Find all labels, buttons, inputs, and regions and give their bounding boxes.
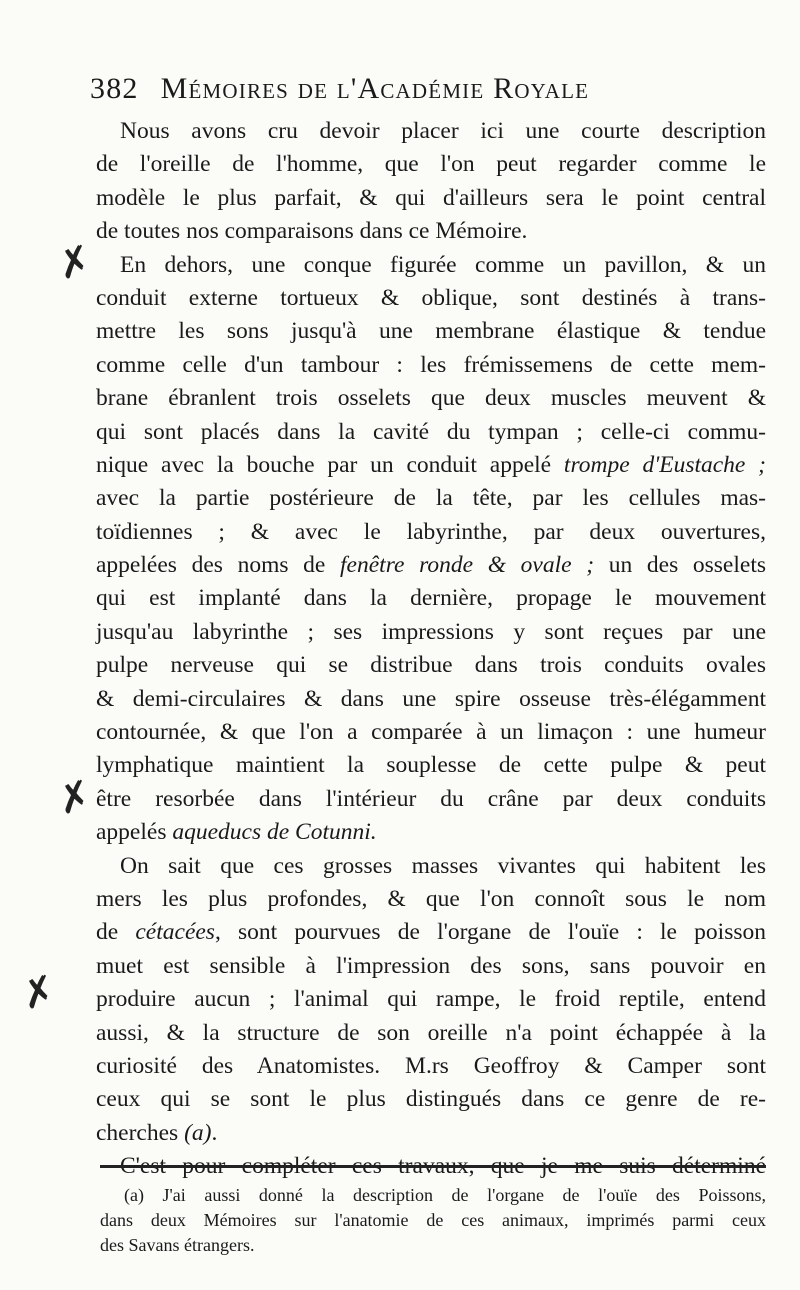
footnote-line	[100, 1183, 766, 1208]
footnote-rule	[100, 1165, 766, 1168]
footnote-line-text: des Savans étrangers.	[100, 1235, 255, 1255]
margin-cross-mark: ✗	[52, 236, 97, 290]
footnote-line-text: dans deux Mémoires sur l'anatomie de ces animaux, imprimés parmi ceux	[100, 1210, 766, 1230]
body-line	[96, 382, 766, 415]
body-line-text: produire aucun ; l'animal qui rampe, le froid reptile, entend	[96, 986, 766, 1013]
body-line	[96, 850, 766, 883]
body-line	[96, 115, 766, 148]
body-line	[96, 916, 766, 949]
running-header	[90, 72, 690, 106]
body-line-text: & demi-circulaires & dans une spire osseuse très-élégamment	[96, 685, 766, 712]
body-line	[96, 716, 766, 749]
body-line-text: qui est implanté dans la dernière, propage le mouvement	[96, 585, 766, 612]
body-line-italic: (a)	[184, 1119, 212, 1146]
body-line-text: mers les plus profondes, & que l'on connoît sous le nom	[96, 885, 766, 912]
body-line-text: appelés	[96, 819, 173, 846]
body-line	[96, 482, 766, 515]
body-line-text: de l'oreille de l'homme, que l'on peut regarder comme le	[96, 151, 766, 178]
body-line-italic: cétacées	[135, 919, 215, 946]
body-line-text: , sont pourvues de l'organe de l'ouïe : le poisson	[214, 919, 766, 946]
body-line	[96, 416, 766, 449]
header-title: Mémoires de l'Académie Royale	[160, 72, 590, 105]
body-line	[96, 215, 766, 248]
body-line	[96, 249, 766, 282]
body-line	[96, 883, 766, 916]
body-line-text: En dehors, une conque figurée comme un pavillon, & un	[120, 251, 766, 278]
body-line-text: On sait que ces grosses masses vivantes qui habitent les	[120, 852, 766, 879]
body-text	[96, 115, 766, 1184]
body-line	[96, 282, 766, 315]
body-line	[96, 449, 766, 482]
body-line-text: muet est sensible à l'impression des sons, sans pouvoir en	[96, 952, 766, 979]
body-line	[96, 983, 766, 1016]
body-line	[96, 1083, 766, 1116]
footnote-line	[100, 1233, 766, 1258]
body-line	[96, 749, 766, 782]
body-line-text: toïdiennes ; & avec le labyrinthe, par deux ouvertures,	[96, 518, 766, 545]
body-line-text: de toutes nos comparaisons dans ce Mémoire.	[96, 218, 528, 245]
body-line	[96, 683, 766, 716]
body-line-text: lymphatique maintient la souplesse de cette pulpe & peut	[96, 752, 766, 779]
footnote-line	[100, 1208, 766, 1233]
body-line-text: cherches	[96, 1119, 185, 1146]
body-line-italic: aqueducs de Cotunni.	[172, 819, 377, 846]
footnote-line-text: (a) J'ai aussi donné la description de l'organe de l'ouïe des Poissons,	[124, 1185, 766, 1205]
body-line	[96, 1117, 766, 1150]
body-line	[96, 950, 766, 983]
body-line	[96, 349, 766, 382]
body-line-text: C'est pour compléter ces travaux, que je me suis déterminé	[120, 1153, 766, 1180]
body-line-text: contournée, & que l'on a comparée à un limaçon : une humeur	[96, 719, 766, 746]
body-line-text: aussi, & la structure de son oreille n'a point échappée à la	[96, 1019, 766, 1046]
body-line-text: être resorbée dans l'intérieur du crâne par deux conduits	[96, 785, 766, 812]
page-number: 382	[90, 72, 139, 105]
body-line-text: appelées des noms de	[96, 552, 341, 579]
body-line	[96, 1017, 766, 1050]
body-line-italic: trompe d'Eustache ;	[563, 451, 766, 478]
margin-cross-mark: ✗	[52, 771, 97, 825]
body-line-text: mettre les sons jusqu'à une membrane élastique & tendue	[96, 318, 766, 345]
body-line-text: modèle le plus parfait, & qui d'ailleurs sera le point central	[96, 184, 766, 211]
body-line-text: de	[96, 919, 136, 946]
body-line-text: jusqu'au labyrinthe ; ses impressions y sont reçues par une	[96, 618, 766, 645]
body-line	[96, 649, 766, 682]
body-line	[96, 582, 766, 615]
body-line	[96, 616, 766, 649]
footnote	[100, 1183, 766, 1258]
body-line-text: qui sont placés dans la cavité du tympan ; celle-ci commu-	[96, 418, 766, 445]
body-line-text: brane ébranlent trois osselets que deux muscles meuvent &	[96, 385, 766, 412]
body-line-text: curiosité des Anatomistes. M.rs Geoffroy & Camper sont	[96, 1052, 766, 1079]
body-line-text: conduit externe tortueux & oblique, sont destinés à trans-	[96, 284, 766, 311]
margin-cross-mark: ✗	[16, 966, 61, 1020]
body-line-text: ceux qui se sont le plus distingués dans ce genre de re-	[96, 1086, 766, 1113]
body-line	[96, 1050, 766, 1083]
body-line-text: un des osselets	[594, 552, 766, 579]
body-line-italic: fenêtre ronde & ovale ;	[340, 552, 595, 579]
body-line	[96, 783, 766, 816]
body-line	[96, 148, 766, 181]
body-line-text: Nous avons cru devoir placer ici une courte description	[120, 118, 766, 144]
body-line-text: avec la partie postérieure de la tête, par les cellules mas-	[96, 485, 766, 512]
body-line	[96, 182, 766, 215]
body-line-text: comme celle d'un tambour : les frémissemens de cette mem-	[96, 351, 766, 378]
body-line-text: .	[211, 1119, 218, 1146]
body-line-text: nique avec la bouche par un conduit appelé	[96, 451, 564, 478]
body-line	[96, 816, 766, 849]
body-line-text: pulpe nerveuse qui se distribue dans trois conduits ovales	[96, 652, 766, 679]
body-line	[96, 315, 766, 348]
body-line	[96, 549, 766, 582]
body-line	[96, 516, 766, 549]
